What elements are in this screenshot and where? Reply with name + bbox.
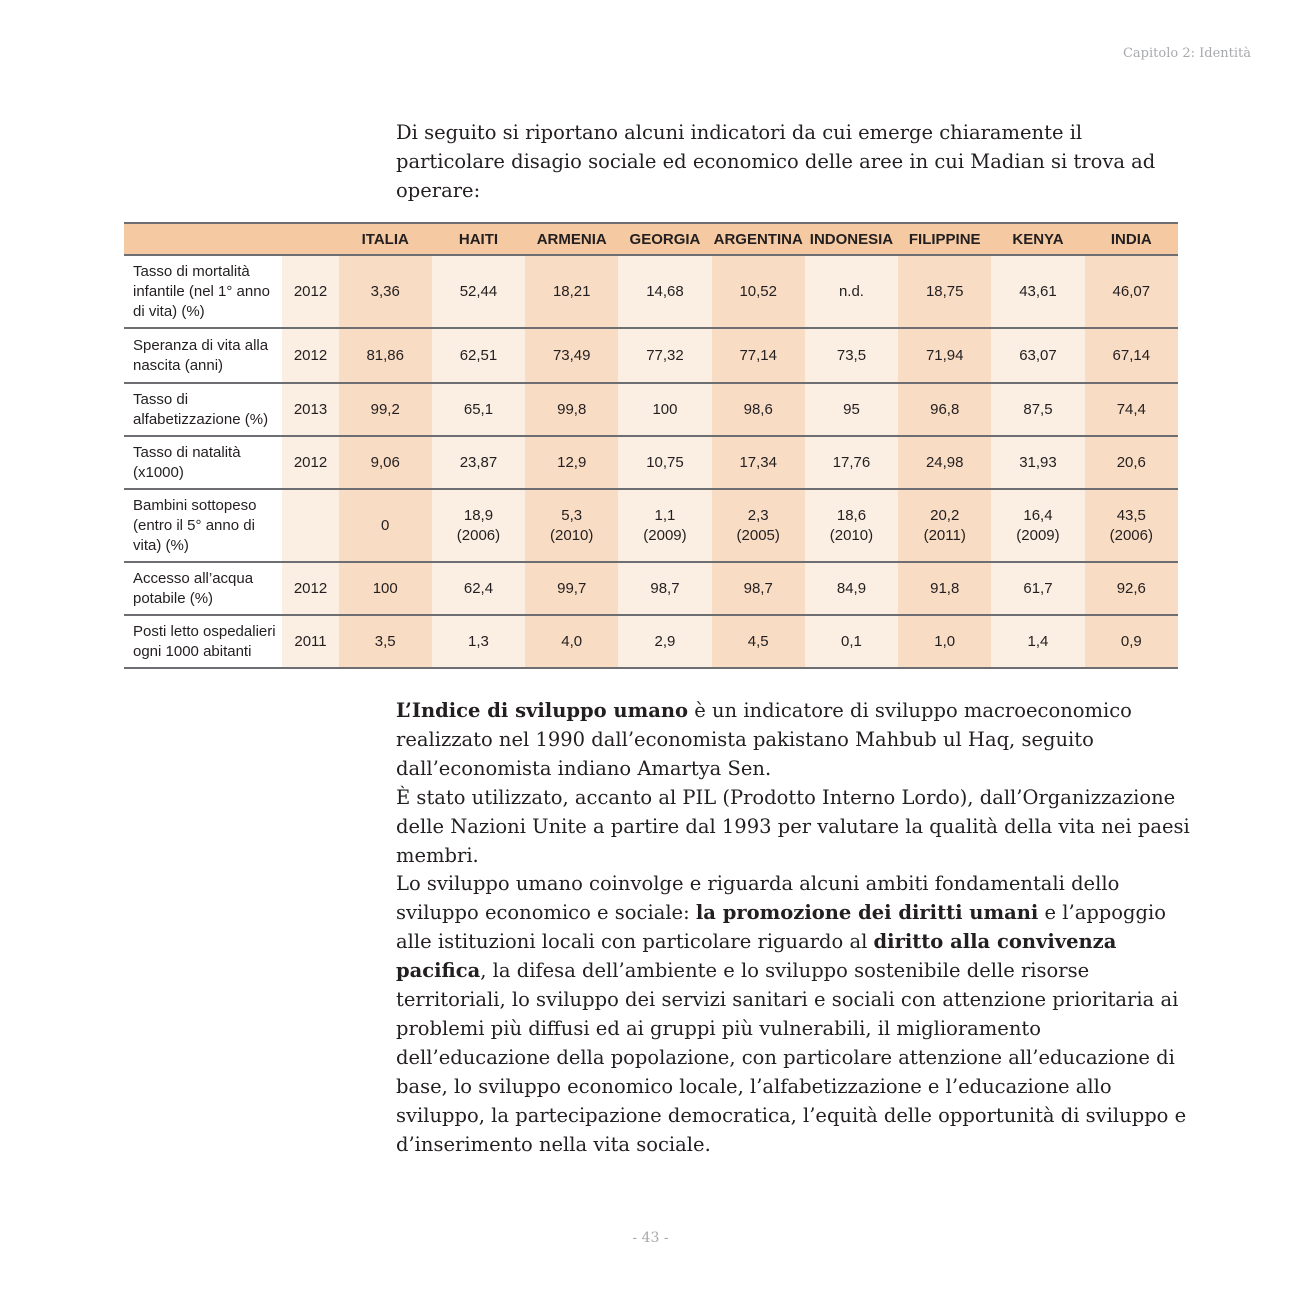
table-cell: 98,7: [712, 562, 805, 615]
row-year: 2012: [282, 255, 338, 328]
table-cell: 99,8: [525, 383, 618, 436]
table-cell: 12,9: [525, 436, 618, 489]
table-cell: 65,1: [432, 383, 525, 436]
table-cell: 100: [339, 562, 432, 615]
table-cell: 43,5 (2006): [1085, 489, 1178, 562]
table-cell: 71,94: [898, 328, 991, 383]
table-cell: 17,34: [712, 436, 805, 489]
row-label: Posti letto ospedalieri ogni 1000 abitanti: [124, 615, 282, 668]
bold-term: L’Indice di sviluppo umano: [396, 699, 689, 722]
row-year: 2012: [282, 562, 338, 615]
table-cell: 98,6: [712, 383, 805, 436]
paragraph: L’Indice di sviluppo umano è un indicatore di sviluppo macroeconomico realizzato nel 1990 dall’economista pakistano Mahbub ul Haq, seguito dall’economista indiano Amartya Sen.: [396, 699, 1132, 780]
table-cell: 81,86: [339, 328, 432, 383]
row-year: [282, 489, 338, 562]
row-label: Tasso di mortalità infantile (nel 1° anno di vita) (%): [124, 255, 282, 328]
bold-term: diritto alla convivenza pacifica: [396, 930, 1117, 983]
table-cell: 23,87: [432, 436, 525, 489]
row-label: Tasso di natalità (x1000): [124, 436, 282, 489]
table-cell: 84,9: [805, 562, 898, 615]
table-cell: 1,3: [432, 615, 525, 668]
table-cell: 18,6 (2010): [805, 489, 898, 562]
table-cell: 3,36: [339, 255, 432, 328]
bold-term: la promozione dei diritti umani: [695, 901, 1039, 925]
table-cell: 92,6: [1085, 562, 1178, 615]
table-cell: 77,14: [712, 328, 805, 383]
column-header: [282, 223, 338, 255]
hdi-description: [396, 697, 1196, 1160]
row-year: 2013: [282, 383, 338, 436]
table-cell: 73,5: [805, 328, 898, 383]
table-cell: 87,5: [991, 383, 1084, 436]
chapter-header: Capitolo 2: Identità: [1122, 46, 1251, 61]
table-cell: 5,3 (2010): [525, 489, 618, 562]
row-label: Tasso di alfabetizzazione (%): [124, 383, 282, 436]
table-cell: 4,5: [712, 615, 805, 668]
column-header: ARGENTINA: [712, 223, 805, 255]
table-cell: 91,8: [898, 562, 991, 615]
table-cell: 1,0: [898, 615, 991, 668]
table-cell: 77,32: [618, 328, 711, 383]
table-cell: 74,4: [1085, 383, 1178, 436]
table-cell: 63,07: [991, 328, 1084, 383]
table-cell: 99,2: [339, 383, 432, 436]
column-header: KENYA: [991, 223, 1084, 255]
table-cell: 20,2 (2011): [898, 489, 991, 562]
table-header-row: [124, 223, 1178, 255]
column-header: HAITI: [432, 223, 525, 255]
table-cell: 10,75: [618, 436, 711, 489]
table-cell: 18,9 (2006): [432, 489, 525, 562]
table-cell: 99,7: [525, 562, 618, 615]
table-cell: 2,9: [618, 615, 711, 668]
table-row: [124, 562, 1178, 615]
column-header: ARMENIA: [525, 223, 618, 255]
table-row: [124, 489, 1178, 562]
column-header: ITALIA: [339, 223, 432, 255]
table-row: [124, 328, 1178, 383]
page-number: - 43 -: [632, 1230, 669, 1246]
table-cell: n.d.: [805, 255, 898, 328]
table-cell: 43,61: [991, 255, 1084, 328]
table-cell: 17,76: [805, 436, 898, 489]
table-cell: 62,4: [432, 562, 525, 615]
table-row: [124, 383, 1178, 436]
row-year: 2011: [282, 615, 338, 668]
table-cell: 1,1 (2009): [618, 489, 711, 562]
row-year: 2012: [282, 436, 338, 489]
table-cell: 100: [618, 383, 711, 436]
table-row: [124, 436, 1178, 489]
table-cell: 9,06: [339, 436, 432, 489]
table-cell: 14,68: [618, 255, 711, 328]
table-row: [124, 255, 1178, 328]
table-cell: 96,8: [898, 383, 991, 436]
table-cell: 73,49: [525, 328, 618, 383]
row-label: Speranza di vita alla nascita (anni): [124, 328, 282, 383]
table-cell: 62,51: [432, 328, 525, 383]
paragraph: Lo sviluppo umano coinvolge e riguarda alcuni ambiti fondamentali dello sviluppo economico e sociale: la promozione dei diritti umani e l’appoggio alle istituzioni locali con particolare riguardo al diritto alla convivenza pacifica, la difesa dell’ambiente e lo sviluppo sostenibile delle risorse territoriali, lo sviluppo dei servizi sanitari e sociali con attenzione prioritaria ai problemi più diffusi ed ai gruppi più vulnerabili, il miglioramento dell’educazione della popolazione, con particolare attenzione all’educazione di base, lo sviluppo economico locale, l’alfabetizzazione e l’educazione allo sviluppo, la partecipazione democratica, l’equità delle opportunità di sviluppo e d’inserimento nella vita sociale.: [396, 872, 1187, 1156]
table-cell: 20,6: [1085, 436, 1178, 489]
table-cell: 2,3 (2005): [712, 489, 805, 562]
paragraph: È stato utilizzato, accanto al PIL (Prodotto Interno Lordo), dall’Organizzazione delle Nazioni Unite a partire dal 1993 per valutare la qualità della vita nei paesi membri.: [396, 785, 1190, 867]
table-cell: 95: [805, 383, 898, 436]
intro-paragraph: Di seguito si riportano alcuni indicatori da cui emerge chiaramente il particolare disagio sociale ed economico delle aree in cui Madian si trova ad operare:: [396, 121, 1156, 202]
table-cell: 10,52: [712, 255, 805, 328]
table-cell: 1,4: [991, 615, 1084, 668]
row-label: Accesso all’acqua potabile (%): [124, 562, 282, 615]
table-cell: 0,1: [805, 615, 898, 668]
table-cell: 98,7: [618, 562, 711, 615]
table-cell: 46,07: [1085, 255, 1178, 328]
table-cell: 16,4 (2009): [991, 489, 1084, 562]
column-header: INDONESIA: [805, 223, 898, 255]
table-cell: 4,0: [525, 615, 618, 668]
table-cell: 18,75: [898, 255, 991, 328]
column-header: FILIPPINE: [898, 223, 991, 255]
table-cell: 18,21: [525, 255, 618, 328]
table-cell: 61,7: [991, 562, 1084, 615]
table-cell: 52,44: [432, 255, 525, 328]
column-header: [124, 223, 282, 255]
row-year: 2012: [282, 328, 338, 383]
indicators-table: [124, 222, 1178, 669]
table-cell: 31,93: [991, 436, 1084, 489]
table-cell: 24,98: [898, 436, 991, 489]
table-cell: 0: [339, 489, 432, 562]
table-row: [124, 615, 1178, 668]
row-label: Bambini sottopeso (entro il 5° anno di vita) (%): [124, 489, 282, 562]
column-header: INDIA: [1085, 223, 1178, 255]
table-cell: 0,9: [1085, 615, 1178, 668]
table-cell: 67,14: [1085, 328, 1178, 383]
table-cell: 3,5: [339, 615, 432, 668]
column-header: GEORGIA: [618, 223, 711, 255]
